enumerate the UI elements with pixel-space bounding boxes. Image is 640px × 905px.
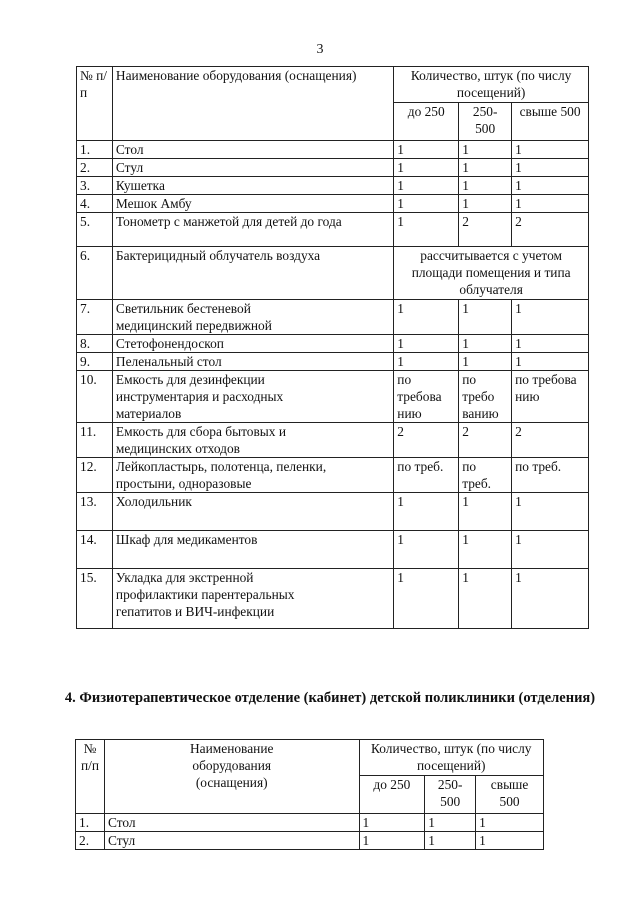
row-num: 4.	[77, 195, 113, 213]
header-quantity: Количество, штук (по числу посещений)	[394, 67, 589, 103]
row-v3: 1	[512, 159, 589, 177]
header-col-over-500: свыше 500	[476, 776, 544, 814]
table-row	[77, 335, 589, 353]
header-col-upto-250: до 250	[394, 103, 459, 141]
table-header-row	[77, 67, 589, 103]
row-v2: 1	[459, 141, 512, 159]
table-row	[77, 177, 589, 195]
row-name: Стол	[104, 814, 359, 832]
header-col-250-500: 250- 500	[459, 103, 512, 141]
table-row	[77, 531, 589, 569]
table-row	[77, 300, 589, 335]
table-row	[77, 423, 589, 458]
row-num: 15.	[77, 569, 113, 629]
row-name: Кушетка	[112, 177, 393, 195]
header-name: Наименование оборудования (оснащения)	[112, 67, 393, 141]
row-v1: по требова нию	[394, 371, 459, 423]
physio-equipment-table	[75, 739, 544, 850]
row-num: 2.	[77, 159, 113, 177]
row-name: Бактерицидный облучатель воздуха	[112, 247, 393, 300]
header-col-upto-250: до 250	[359, 776, 425, 814]
page-number: 3	[316, 42, 324, 57]
row-v1: 1	[394, 141, 459, 159]
row-v3: 1	[512, 141, 589, 159]
header-num: № п/п	[76, 740, 105, 814]
row-v2: по треб.	[459, 458, 512, 493]
row-v3: 1	[512, 335, 589, 353]
header-num: № п/п	[77, 67, 113, 141]
row-name: Холодильник	[112, 493, 393, 531]
row-v3: 2	[512, 423, 589, 458]
row-name: Емкость для дезинфекции инструментария и расходных материалов	[112, 371, 393, 423]
row-v1: 1	[394, 213, 459, 247]
row-num: 2.	[76, 832, 105, 850]
row-v2: 1	[459, 335, 512, 353]
row-v1: 1	[394, 335, 459, 353]
row-name: Емкость для сбора бытовых и медицинских отходов	[112, 423, 393, 458]
row-v3: 1	[512, 493, 589, 531]
row-num: 5.	[77, 213, 113, 247]
row-num: 13.	[77, 493, 113, 531]
row-name: Стетофонендоскоп	[112, 335, 393, 353]
row-v2: по требо ванию	[459, 371, 512, 423]
table-row	[77, 353, 589, 371]
row-name: Шкаф для медикаментов	[112, 531, 393, 569]
row-num: 8.	[77, 335, 113, 353]
table-row	[77, 159, 589, 177]
row-v1: 1	[394, 159, 459, 177]
row-name: Тонометр с манжетой для детей до года	[112, 213, 393, 247]
row-num: 1.	[77, 141, 113, 159]
row-v3: 1	[512, 531, 589, 569]
header-name: Наименование оборудования (оснащения)	[104, 740, 359, 814]
row-v2: 1	[459, 177, 512, 195]
row-v2: 1	[459, 569, 512, 629]
table-row	[77, 458, 589, 493]
row-num: 9.	[77, 353, 113, 371]
row-v3: 1	[476, 814, 544, 832]
row-v2: 1	[425, 832, 476, 850]
row-v1: 1	[394, 300, 459, 335]
table-header-row	[76, 740, 544, 776]
row-v1: 1	[359, 832, 425, 850]
row-v3: по требова нию	[512, 371, 589, 423]
equipment-table	[76, 66, 589, 629]
section-title: 4. Физиотерапевтическое отделение (кабинет) детской поликлиники (отделения)	[64, 690, 596, 706]
row-v1: 1	[394, 569, 459, 629]
header-col-250-500: 250- 500	[425, 776, 476, 814]
row-v1: 1	[394, 177, 459, 195]
table-row	[76, 814, 544, 832]
row-v2: 2	[459, 423, 512, 458]
row-v1: по треб.	[394, 458, 459, 493]
row-v3: 1	[512, 569, 589, 629]
row-num: 10.	[77, 371, 113, 423]
row-merged-value: рассчитывается с учетом площади помещения и типа облучателя	[394, 247, 589, 300]
row-num: 7.	[77, 300, 113, 335]
row-v1: 1	[359, 814, 425, 832]
table-row	[77, 247, 589, 300]
row-v2: 1	[459, 159, 512, 177]
row-name: Мешок Амбу	[112, 195, 393, 213]
row-name: Светильник бестеневой медицинский передвижной	[112, 300, 393, 335]
row-name: Стол	[112, 141, 393, 159]
row-name: Пеленальный стол	[112, 353, 393, 371]
table-row	[77, 213, 589, 247]
header-quantity: Количество, штук (по числу посещений)	[359, 740, 544, 776]
row-v3: 1	[512, 195, 589, 213]
row-num: 1.	[76, 814, 105, 832]
row-v3: по треб.	[512, 458, 589, 493]
row-name: Стул	[104, 832, 359, 850]
row-num: 3.	[77, 177, 113, 195]
row-v1: 1	[394, 353, 459, 371]
row-name: Стул	[112, 159, 393, 177]
row-num: 11.	[77, 423, 113, 458]
row-num: 12.	[77, 458, 113, 493]
row-v3: 1	[512, 300, 589, 335]
row-v1: 1	[394, 531, 459, 569]
row-v1: 1	[394, 493, 459, 531]
table-row	[77, 569, 589, 629]
table-row	[77, 195, 589, 213]
row-v1: 2	[394, 423, 459, 458]
row-name: Лейкопластырь, полотенца, пеленки, простыни, одноразовые	[112, 458, 393, 493]
table-row	[77, 493, 589, 531]
table-row	[77, 371, 589, 423]
row-num: 14.	[77, 531, 113, 569]
row-v1: 1	[394, 195, 459, 213]
row-name: Укладка для экстренной профилактики парентеральных гепатитов и ВИЧ-инфекции	[112, 569, 393, 629]
row-v3: 1	[512, 177, 589, 195]
row-v3: 2	[512, 213, 589, 247]
row-v2: 1	[425, 814, 476, 832]
row-v3: 1	[512, 353, 589, 371]
row-v2: 1	[459, 300, 512, 335]
table-row	[76, 832, 544, 850]
row-v2: 1	[459, 195, 512, 213]
row-v2: 2	[459, 213, 512, 247]
row-v2: 1	[459, 353, 512, 371]
row-v3: 1	[476, 832, 544, 850]
row-v2: 1	[459, 493, 512, 531]
row-v2: 1	[459, 531, 512, 569]
table-row	[77, 141, 589, 159]
header-col-over-500: свыше 500	[512, 103, 589, 141]
row-num: 6.	[77, 247, 113, 300]
